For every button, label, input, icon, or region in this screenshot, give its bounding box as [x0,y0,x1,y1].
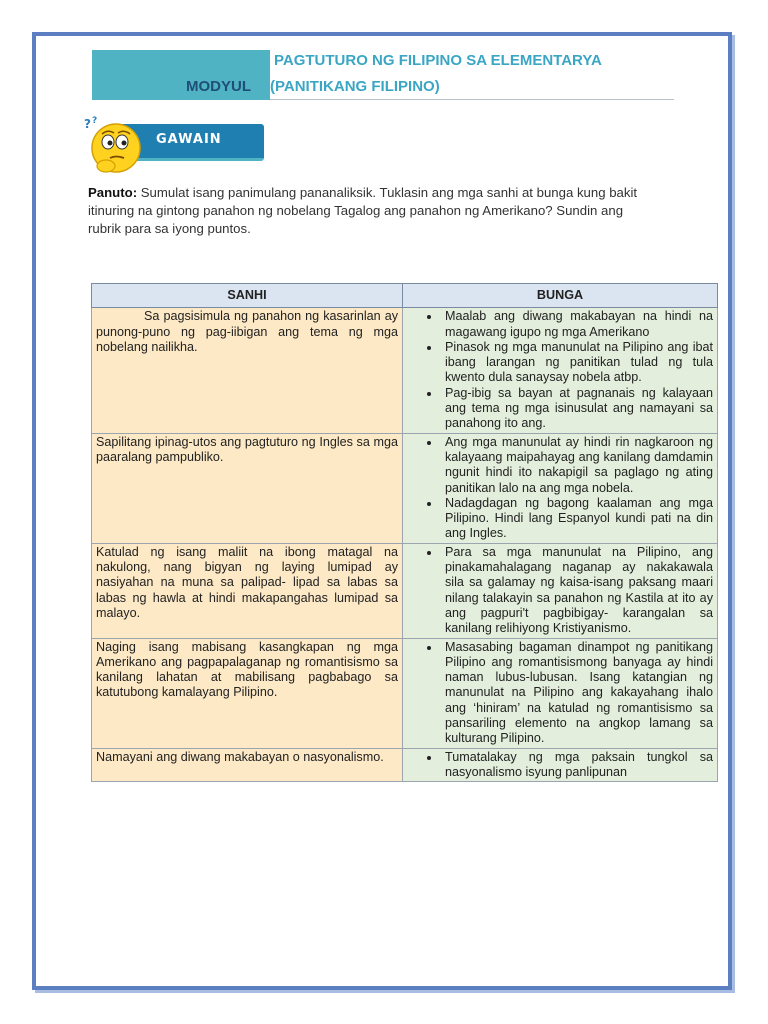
instruction-body: Sumulat isang panimulang pananaliksik. Tuklasin ang mga sanhi at bunga kung bakit itinuring na gintong panahon ng nobelang Tagalog ang panahon ng Amerikano? Sundin ang rubrik para sa iyong puntos. [88,185,638,236]
sanhi-cell: Sapilitang ipinag-utos ang pagtuturo ng Ingles sa mga paaralang pampubliko. [92,433,403,543]
header-divider [270,99,674,100]
sanhi-cell: Katulad ng isang maliit na ibong matagal na nakulong, nang bigyan ng laying lumipad ay nasiyahan na muna sa palipad- lipad sa labas sa labas ng hawla at hindi makapangahas lumipad sa malayo. [92,543,403,638]
table-row [92,748,718,782]
bunga-cell [403,433,718,543]
bunga-item: • Maalab ang diwang makabayan na hindi na magawang igupo ng mga Amerikano [441,309,713,340]
gawain-label: GAWAIN [156,132,222,147]
bunga-item: • Para sa mga manunulat na Pilipino, ang pinakamahalagang naganap ay nakakawala sila sa galamay ng kaisa-isang paksang maari nilang talakayin sa panahon ng Kastila at ito ay ang pagpuri't pagbibigay- karangalan sa kanilang relihiyong Kristiyanismo. [441,545,713,637]
page-frame [32,32,732,990]
bunga-item: • Nadagdagan ng bagong kaalaman ang mga Pilipino. Hindi lang Espanyol kundi pati na din ang Ingles. [441,496,713,542]
bunga-item: • Ang mga manunulat ay hindi rin nagkaroon ng kalayaang maipahayag ang kanilang damdamin ngunit hindi ito nakapigil sa paglago ng ating panitikan lalo na ang mga nobela. [441,435,713,496]
table-row [92,433,718,543]
sanhi-cell: Namayani ang diwang makabayan o nasyonalismo. [92,748,403,782]
instruction-text [88,184,648,238]
bunga-item: • Pinasok ng mga manunulat na Pilipino ang ibat ibang larangan ng panitikan tulad ng tula kwento dula sanaysay nobela atbp. [441,340,713,386]
bunga-item: • Masasabing bagaman dinampot ng panitikang Pilipino ang romantisismong banyaga ay hindi naman lubus-lubusan. Isang katangian ng manunulat na Pilipino ang kakayahang ihalo ang ‘hiniram’ na katulad ng romantisismo sa pansariling elemento na angkop lamang sa kulturang Pilipino. [441,640,713,747]
table-row [92,638,718,748]
thinking-smiley-icon [84,114,144,176]
sanhi-cell: Naging isang mabisang kasangkapan ng mga Amerikano ang pagpapalaganap ng romantisismo sa kanilang lahatan at mabilisang pagbabago sa katutubong kamalayang Pilipino. [92,638,403,748]
bunga-cell [403,748,718,782]
table-header-row [92,284,718,308]
table-row [92,308,718,433]
sanhi-header: SANHI [92,284,403,308]
table-row [92,543,718,638]
module-label: MODYUL [186,78,251,95]
module-title-line2: (PANITIKANG FILIPINO) [270,78,440,95]
module-title-line1: PAGTUTURO NG FILIPINO SA ELEMENTARYA [274,52,602,69]
instruction-label: Panuto: [88,185,138,200]
bunga-header: BUNGA [403,284,718,308]
sanhi-cell: Sa pagsisimula ng panahon ng kasarinlan ay punong-puno ng pag-iibigan ang tema ng mga nobelang nailikha. [92,308,403,433]
svg-text:?: ? [92,116,98,126]
bunga-cell [403,638,718,748]
svg-text:?: ? [84,117,91,131]
bunga-cell [403,543,718,638]
bunga-item: • Pag-ibig sa bayan at pagnanais ng kalayaan ang tema ng mga isinusulat ang namayani sa panahong ito ang. [441,386,713,432]
bunga-item: • Tumatalakay ng mga paksain tungkol sa nasyonalismo isyung panlipunan [441,750,713,781]
sanhi-bunga-table [91,283,718,782]
bunga-cell [403,308,718,433]
